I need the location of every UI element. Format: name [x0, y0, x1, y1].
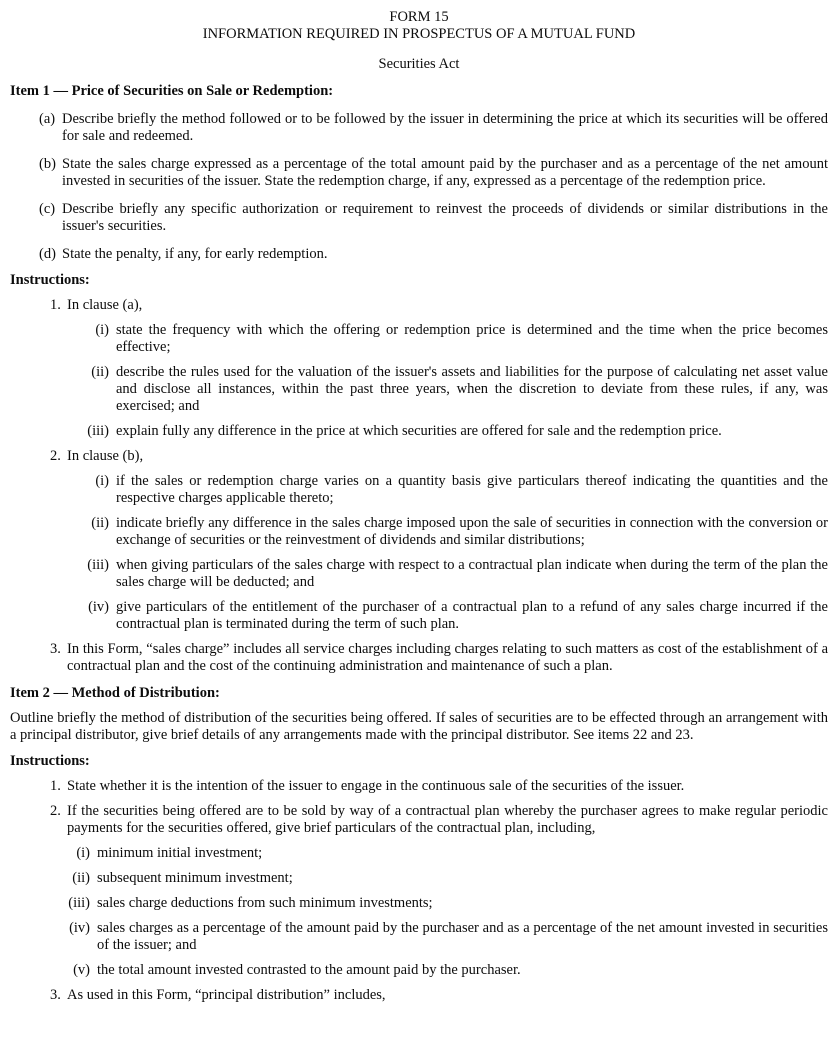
item1-instruction-2-sub-iv [10, 599, 828, 633]
sub-instruction-label: (iv) [88, 599, 109, 615]
instruction-label: 2. [50, 803, 61, 819]
sub-instruction-text: state the frequency with which the offering or redemption price is determined and the time when the price becomes effective; [116, 322, 828, 355]
instruction-label: 2. [50, 448, 61, 464]
sub-instruction-label: (i) [76, 845, 90, 861]
sub-instruction-label: (iv) [69, 920, 90, 936]
item2-instruction-2-sub-iv [10, 920, 828, 954]
sub-instruction-label: (iii) [87, 557, 109, 573]
clause-text: State the sales charge expressed as a percentage of the total amount paid by the purchaser and as a percentage of the net amount invested in securities of the issuer. State the redemption charge, if any, expressed as a percentage of the redemption price. [62, 156, 828, 189]
clause-label: (c) [39, 201, 56, 217]
item1-instructions-heading: Instructions: [10, 272, 90, 288]
item2-instruction-2-sub-i [10, 845, 828, 862]
clause-label: (b) [39, 156, 56, 172]
form-number-title: FORM 15 [389, 9, 449, 25]
item1-heading: Item 1 — Price of Securities on Sale or Redemption: [10, 83, 334, 99]
sub-instruction-text: if the sales or redemption charge varies on a quantity basis give particulars thereof indicating the quantities and the respective charges applicable thereto; [116, 473, 828, 506]
sub-instruction-label: (iii) [87, 423, 109, 439]
clause-label: (a) [39, 111, 56, 127]
item1-clause-d [10, 246, 828, 263]
item1-instruction-2 [10, 448, 828, 465]
sub-instruction-text: explain fully any difference in the price at which securities are offered for sale and the redemption price. [116, 423, 722, 439]
instruction-label: 1. [50, 778, 61, 794]
clause-text: Describe briefly any specific authorization or requirement to reinvest the proceeds of dividends or similar distributions in the issuer's securities. [62, 201, 828, 234]
item1-clause-a [10, 111, 828, 145]
instruction-text: In clause (b), [67, 448, 144, 464]
instruction-text: If the securities being offered are to be sold by way of a contractual plan whereby the purchaser agrees to make regular periodic payments for the securities offered, give brief particulars of the contractual plan, including, [67, 803, 828, 836]
act-subtitle: Securities Act [378, 56, 460, 72]
sub-instruction-label: (v) [73, 962, 90, 978]
sub-instruction-text: give particulars of the entitlement of the purchaser of a contractual plan to a refund of any sales charge incurred if the contractual plan is terminated during the term of such plan. [116, 599, 828, 632]
item2-instruction-3 [10, 987, 828, 1004]
instruction-text: As used in this Form, “principal distribution” includes, [67, 987, 386, 1003]
sub-instruction-label: (ii) [91, 515, 109, 531]
item1-instruction-1-sub-i [10, 322, 828, 356]
item1-clause-c [10, 201, 828, 235]
sub-instruction-label: (ii) [91, 364, 109, 380]
instruction-label: 1. [50, 297, 61, 313]
item1-instruction-2-sub-i [10, 473, 828, 507]
sub-instruction-label: (i) [95, 322, 109, 338]
sub-instruction-label: (ii) [72, 870, 90, 886]
item1-instruction-1 [10, 297, 828, 314]
instruction-text: In clause (a), [67, 297, 143, 313]
item1-instruction-3 [10, 641, 828, 675]
sub-instruction-text: the total amount invested contrasted to the amount paid by the purchaser. [97, 962, 521, 978]
item1-instruction-1-sub-ii [10, 364, 828, 415]
item2-instruction-2-sub-iii [10, 895, 828, 912]
item2-instruction-2-sub-v [10, 962, 828, 979]
form-main-title: INFORMATION REQUIRED IN PROSPECTUS OF A MUTUAL FUND [202, 26, 636, 42]
item2-instruction-2-sub-ii [10, 870, 828, 887]
sub-instruction-text: indicate briefly any difference in the sales charge imposed upon the sale of securities in connection with the conversion or exchange of securities or the reinvestment of dividends and similar distributions; [116, 515, 828, 548]
item2-heading: Item 2 — Method of Distribution: [10, 685, 220, 701]
item1-instruction-2-sub-ii [10, 515, 828, 549]
sub-instruction-text: sales charge deductions from such minimum investments; [97, 895, 433, 911]
sub-instruction-text: minimum initial investment; [97, 845, 263, 861]
sub-instruction-label: (i) [95, 473, 109, 489]
instruction-label: 3. [50, 987, 61, 1003]
item1-clause-b [10, 156, 828, 190]
instruction-label: 3. [50, 641, 61, 657]
sub-instruction-text: sales charges as a percentage of the amount paid by the purchaser and as a percentage of the net amount invested in securities of the issuer; and [97, 920, 828, 953]
sub-instruction-text: subsequent minimum investment; [97, 870, 293, 886]
item2-instruction-1 [10, 778, 828, 795]
clause-label: (d) [39, 246, 56, 262]
item2-intro: Outline briefly the method of distribution of the securities being offered. If sales of securities are to be effected through an arrangement with a principal distributor, give brief details of any arrangements made with the principal distributor. See items 22 and 23. [10, 710, 828, 743]
item1-instruction-1-sub-iii [10, 423, 828, 440]
instruction-text: State whether it is the intention of the issuer to engage in the continuous sale of the securities of the issuer. [67, 778, 685, 794]
item1-instruction-2-sub-iii [10, 557, 828, 591]
instruction-text: In this Form, “sales charge” includes all service charges including charges relating to such matters as cost of the establishment of a contractual plan and the cost of the continuing administration and maintenance of such a plan. [67, 641, 828, 674]
sub-instruction-text: when giving particulars of the sales charge with respect to a contractual plan indicate when during the term of the plan the sales charge will be deducted; and [116, 557, 828, 590]
clause-text: State the penalty, if any, for early redemption. [62, 246, 328, 262]
item2-instructions-heading: Instructions: [10, 753, 90, 769]
sub-instruction-label: (iii) [68, 895, 90, 911]
item2-instruction-2 [10, 803, 828, 837]
clause-text: Describe briefly the method followed or to be followed by the issuer in determining the price at which its securities will be offered for sale and redeemed. [62, 111, 828, 144]
sub-instruction-text: describe the rules used for the valuation of the issuer's assets and liabilities for the purpose of calculating net asset value and disclose all instances, within the past three years, when the discretion to deviate from these rules, if any, was exercised; and [116, 364, 828, 414]
